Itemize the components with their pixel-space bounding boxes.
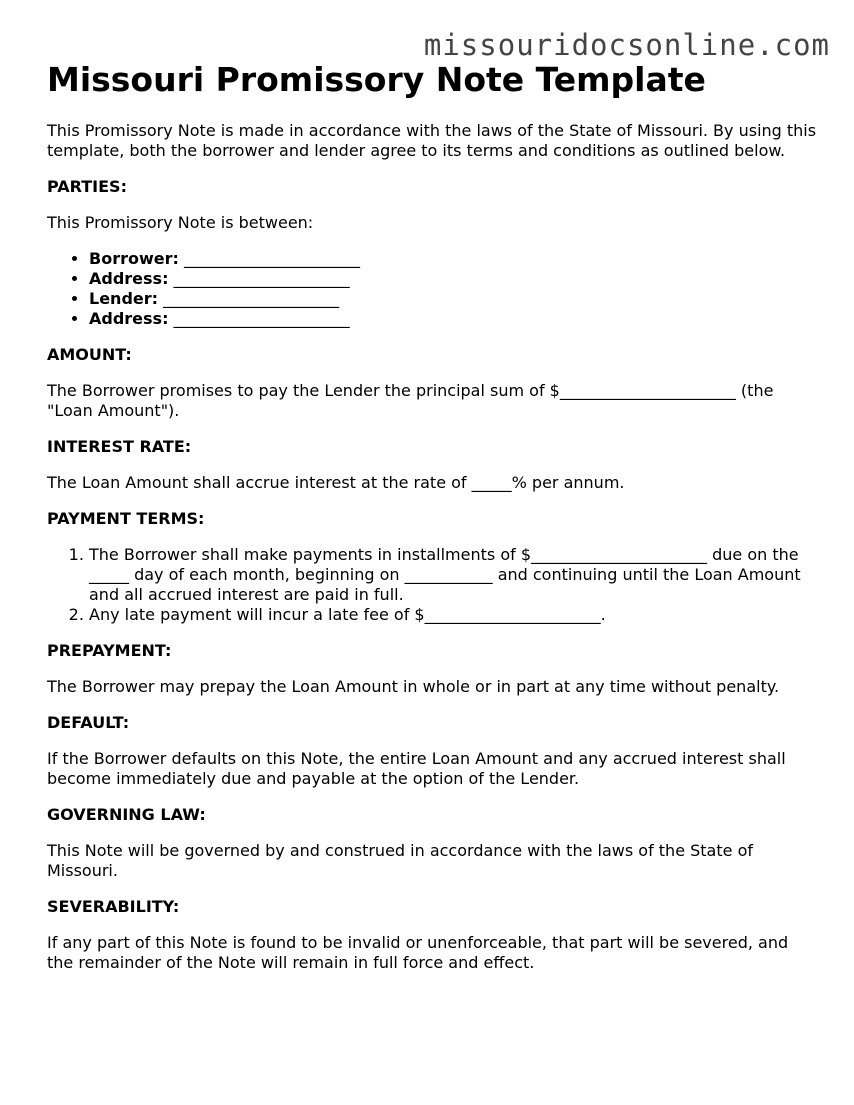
site-watermark: missouridocsonline.com	[423, 28, 830, 62]
document-page	[47, 60, 817, 973]
prepayment-text: The Borrower may prepay the Loan Amount in whole or in part at any time without penalty.	[47, 677, 780, 696]
party-label: Lender:	[89, 289, 159, 308]
governing-law-text: This Note will be governed by and construed in accordance with the laws of the State of Missouri.	[47, 841, 753, 880]
blank-line: ______________________	[168, 309, 350, 328]
party-label: Address:	[89, 269, 169, 288]
blank-line: ______________________	[168, 269, 350, 288]
party-label: Borrower:	[89, 249, 179, 268]
blank-line: ______________________	[158, 289, 340, 308]
parties-heading: PARTIES:	[47, 177, 127, 196]
interest-heading: INTEREST RATE:	[47, 437, 192, 456]
governing-law-heading: GOVERNING LAW:	[47, 805, 206, 824]
severability-heading: SEVERABILITY:	[47, 897, 180, 916]
list-item: 1. The Borrower shall make payments in installments of $______________________ due on the _____ day of each month, beginning on ___________ and continuing until the Loan Amount and all accrued interest are paid in full.	[89, 545, 817, 605]
payment-terms-heading: PAYMENT TERMS:	[47, 509, 205, 528]
blank-line: ______________________	[178, 249, 360, 268]
parties-text: This Promissory Note is between:	[47, 213, 314, 232]
severability-text: If any part of this Note is found to be invalid or unenforceable, that part will be severed, and the remainder of the Note will remain in full force and effect.	[47, 933, 789, 972]
default-text: If the Borrower defaults on this Note, the entire Loan Amount and any accrued interest shall become immediately due and payable at the option of the Lender.	[47, 749, 786, 788]
default-heading: DEFAULT:	[47, 713, 130, 732]
parties-list	[47, 249, 817, 329]
amount-text: The Borrower promises to pay the Lender the principal sum of $______________________ (the "Loan Amount").	[47, 381, 774, 420]
amount-heading: AMOUNT:	[47, 345, 132, 364]
list-item	[89, 309, 817, 329]
party-label: Address:	[89, 309, 169, 328]
list-item	[89, 289, 817, 309]
prepayment-heading: PREPAYMENT:	[47, 641, 172, 660]
list-item	[89, 269, 817, 289]
payment-terms-list	[47, 545, 817, 625]
list-item: 2. Any late payment will incur a late fee of $______________________.	[89, 605, 817, 625]
list-item	[89, 249, 817, 269]
intro-paragraph: This Promissory Note is made in accordance with the laws of the State of Missouri. By using this template, both the borrower and lender agree to its terms and conditions as outlined below.	[47, 121, 817, 160]
interest-text: The Loan Amount shall accrue interest at the rate of _____% per annum.	[47, 473, 625, 492]
page-title: Missouri Promissory Note Template	[47, 60, 706, 99]
